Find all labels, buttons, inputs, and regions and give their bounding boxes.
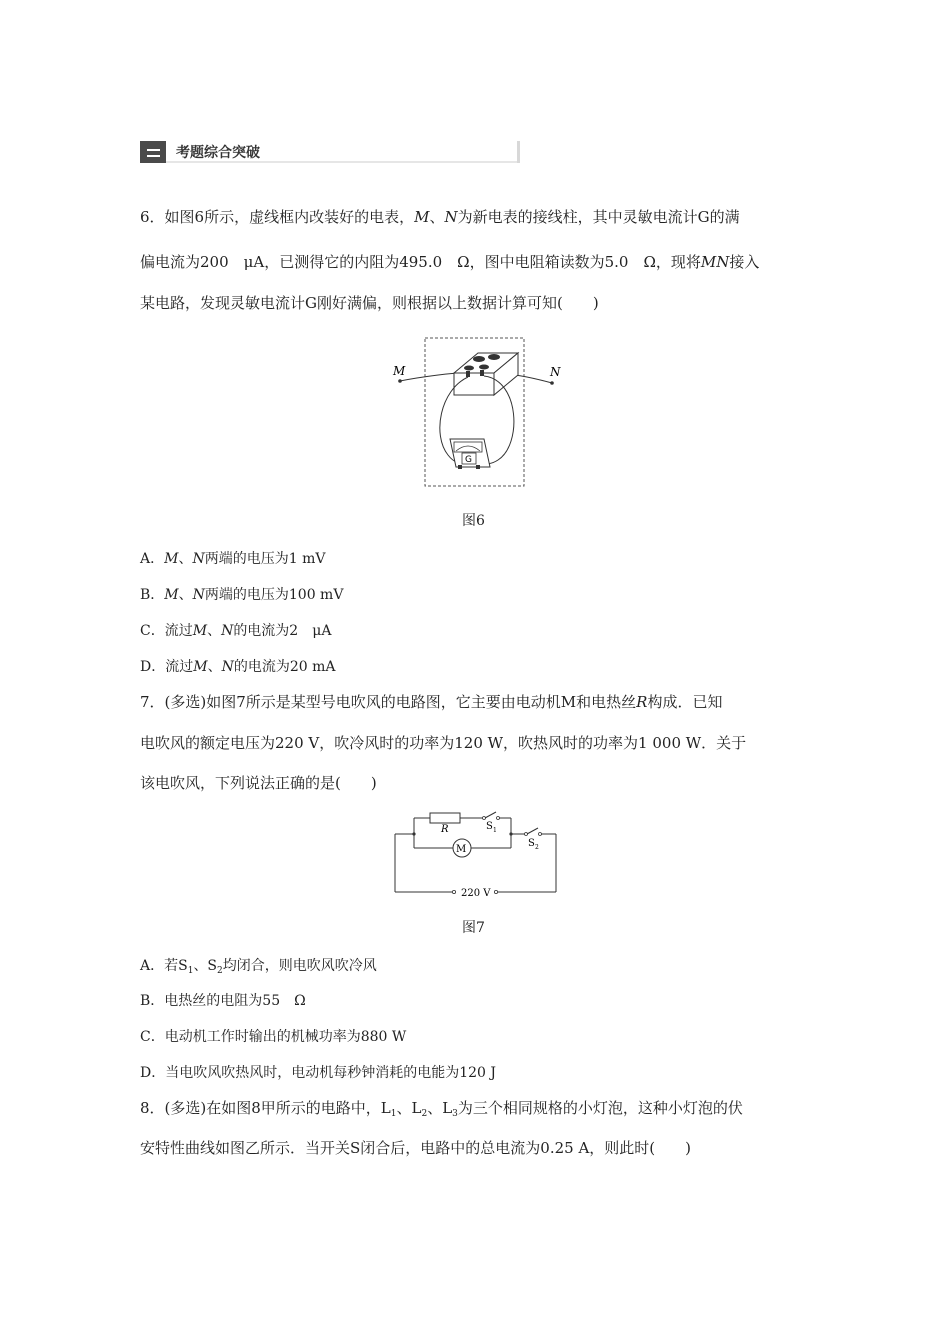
figure-6-meter-diagram [380, 335, 580, 490]
q6-line-1: 6．如图6所示，虚线框内改装好的电表，M、N为新电表的接线柱，其中灵敏电流计G的满 [140, 208, 740, 226]
q6-option-a: A．M、N两端的电压为1 mV [140, 551, 326, 567]
q7-option-d: D．当电吹风吹热风时，电动机每秒钟消耗的电能为120 J [140, 1065, 497, 1081]
figure-7-label-motor: M [456, 844, 467, 855]
figure-7-label-r: R [441, 824, 449, 835]
q6-line-3: 某电路，发现灵敏电流计G刚好满偏，则根据以上数据计算可知( ) [140, 294, 599, 312]
q7-line-1: 7．(多选)如图7所示是某型号电吹风的电路图，它主要由电动机M和电热丝R构成．已知 [140, 693, 723, 711]
section-title: 考题综合突破 [176, 145, 260, 161]
figure-7-circuit-diagram [390, 808, 565, 900]
q7-option-c: C．电动机工作时输出的机械功率为880 W [140, 1029, 407, 1045]
section-divider [166, 161, 520, 163]
q8-line-2: 安特性曲线如图乙所示．当开关S闭合后，电路中的总电流为0.25 A，则此时( ) [140, 1139, 691, 1157]
section-two-icon [140, 141, 166, 163]
figure-7-label-s1: S [486, 821, 493, 832]
figure-7-label-s2: S [528, 838, 535, 849]
q6-option-d: D．流过M、N的电流为20 mA [140, 659, 336, 675]
q6-line-2: 偏电流为200 μA，已测得它的内阻为495.0 Ω，图中电阻箱读数为5.0 Ω，现将MN接入 [140, 253, 760, 271]
svg-text:1: 1 [493, 827, 497, 834]
figure-6-label-m: M [393, 364, 406, 378]
q8-line-1: 8．(多选)在如图8甲所示的电路中，$L_1$、$L_2$、$L_3$为三个相同规格的小灯泡，这种小灯泡的伏 [140, 1099, 743, 1119]
q6-option-c: C．流过M、N的电流为2 μA [140, 623, 332, 639]
figure-7-caption: 图7 [462, 920, 485, 936]
section-header [140, 141, 520, 163]
q7-option-b: B．电热丝的电阻为55 Ω [140, 993, 306, 1009]
svg-text:2: 2 [535, 844, 539, 851]
q7-line-3: 该电吹风，下列说法正确的是( ) [140, 774, 377, 792]
q7-option-a: A．若$S_1$、$S_2$均闭合，则电吹风吹冷风 [140, 958, 377, 976]
figure-6-label-g: G [465, 455, 472, 465]
figure-7-label-voltage: 220 V [461, 888, 491, 899]
q6-option-b: B．M、N两端的电压为100 mV [140, 587, 344, 603]
q7-line-2: 电吹风的额定电压为220 V，吹冷风时的功率为120 W，吹热风时的功率为1 000 W．关于 [140, 734, 747, 752]
figure-6-caption: 图6 [462, 513, 485, 529]
figure-6-label-n: N [550, 365, 561, 379]
section-divider-cap [517, 141, 520, 163]
